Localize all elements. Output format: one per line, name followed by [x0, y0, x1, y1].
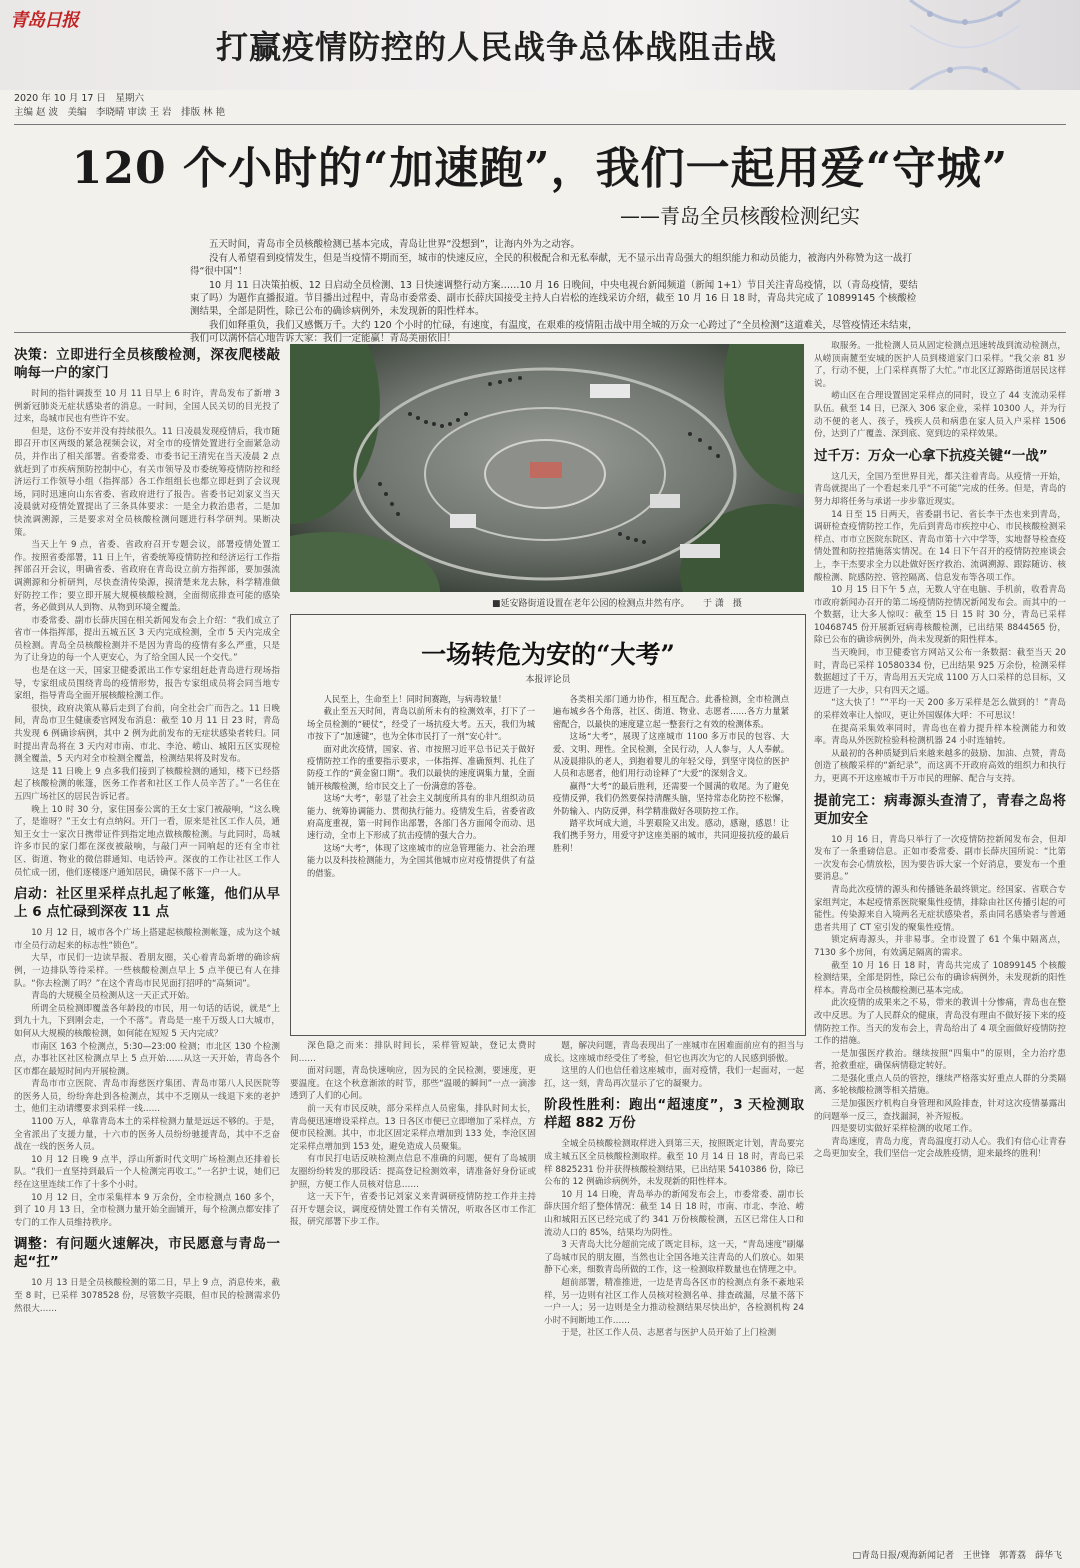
banner-title: 打赢疫情防控的人民战争总体战阻击战 [216, 28, 778, 66]
lead-paragraph: 10 月 11 日决策拍板、12 日启动全员检测、13 日快速调整行动方案……10 月 16 日晚间，中央电视台新闻频道（新闻 1+1）节目关注青岛疫情，以（青岛疫情，要结束了吗）为题作直播报道。节目播出过程中，青岛市委常委、副市长薛庆国接受主持人白岩松的连线采访介绍，截至 10 月 16 日 18 时，青岛共完成了 10899145 个核酸检测结果，全部是阴性，除已公布的确诊病例外，未发现新的阳性样本。 [190, 280, 918, 317]
paragraph: 当天上午 9 点，省委、省政府召开专题会议，部署疫情处置工作。按照省委部署，11 日上午，省委统筹疫情防控和经济运行工作指挥部召开会议，明确省委、省政府在青岛设立前方指挥部，要加强流调溯源和分析研判，尽快查清传染源，摸清楚来龙去脉，科学精准做好防控工作；要立即开展大规模核酸检测，全面彻底排查可能的感染者，务必做到从人到物、从物到环境全覆盖。 [14, 540, 280, 614]
paragraph: 锁定病毒源头，并非易事。全市设置了 61 个集中隔离点，7130 多个房间，有效满足隔离的需求。 [814, 935, 1066, 958]
divider [14, 332, 1066, 333]
section-heading: 阶段性胜利：跑出“超速度”，3 天检测取样超 882 万份 [544, 1097, 804, 1132]
paragraph: 各类相关部门通力协作，相互配合。此番检测，全市检测点遍布城乡各个角落，社区、街道、物业、志愿者……各方力量紧密配合，以最快的速度建立起一整套行之有效的检测体系。 [553, 694, 789, 729]
paragraph: 有市民打电话反映检测点信息不准确的问题，便有了岛城朋友圈纷纷转发的那段话：提高登记检测效率，请准备好身份证或护照，方便工作人员核对信息…… [290, 1154, 536, 1190]
lead-paragraph: 没有人希望看到疫情发生，但是当疫情不期而至，城市的快速反应，全民的积极配合和无私奉献，无不显示出青岛强大的组织能力和动员能力，被海内外称赞为这一战打得“很中国”！ [190, 253, 913, 277]
paragraph: 面对此次疫情，国家、省、市按照习近平总书记关于做好疫情防控工作的重要指示要求，一体指挥、准确预判、扎住了防疫工作的“黄金窗口期”。我们以最快的速度调集力量，全面铺开核酸检测，给市民交上了一份满意的答卷。 [307, 743, 535, 791]
paragraph: 10 月 12 日，城市各个广场上搭建起核酸检测帐篷，成为这个城市全员行动起来的标志性“锁色”。 [14, 928, 280, 951]
paragraph: 于是，社区工作人员、志愿者与医护人员开始了上门检测 [561, 1328, 777, 1339]
paragraph: 这场“大考”，彰显了社会主义制度所具有的非凡组织动员能力、统筹协调能力、贯彻执行能力。疫情发生后，省委省政府高度重视，第一时间作出部署，各部门各方面闻令而动、迅速行动，全市上下形成了抗击疫情的强大合力。 [307, 793, 535, 841]
paragraph: 这是 11 日晚上 9 点多我们接到了核酸检测的通知，楼下已经搭起了核酸检测的帐篷，医务工作者和社区工作人员辛苦了。”一名住在五四广场社区的居民告诉记者。 [14, 766, 280, 802]
paragraph: 所谓全员检测即覆盖各年龄段的市民，用一句话的话说，就是“上到九十九，下到刚会走，一个不落”。青岛是一座千万级人口大城市，如何从大规模的核酸检测，如何能在短短 5 天内完成？ [14, 1003, 280, 1039]
paragraph: 一是加强医疗救治。继续按照“四集中”的原则，全力治疗患者，抢救重症，确保病情稳定转好。 [814, 1048, 1066, 1072]
paragraph: 晚上 10 时 30 分，家住国泰公寓的王女士家门被敲响，“这么晚了，是谁呀？”王女士有点纳闷。开门一看，原来是社区工作人员，通知王女士一家次日携带证件到指定地点做核酸检测。与此同时，岛城许多市民的家门都在深夜被敲响，与敲门声一同响起的还有全市社区、街道、物业的微信群通知、电话铃声。深夜的工作让社区工作人员忙成一团，他们逐楼逐户通知居民，确保不落下一户一人。 [14, 804, 280, 878]
paragraph: 赢得“大考”的最后胜利，还需要一个圆满的收尾。为了避免疫情反弹，我们仍然要保持清醒头脑，坚持常态化防控不松懈，外防输入、内防反弹，科学精准做好各项防控工作。 [553, 780, 789, 816]
plaza-aerial-image [290, 344, 804, 592]
paragraph: 10 月 13 日是全员核酸检测的第二日，早上 9 点，消息传来，截至 8 时，已采样 3078528 份，尽管数字亮眼，但市民的检测需求仍然很大…… [14, 1278, 280, 1314]
lead-paragraph: 我们如释重负，我们又感慨万千。大约 120 个小时的忙碌，有速度，有温度，在艰难的疫情阻击战中用全城的万众一心跨过了“全员检测”这道难关，尽管疫情还未结束，我们可以满怀信心地告诉大家：我们一定能赢！青岛美丽依旧！ [190, 320, 918, 344]
paragraph: 超前部署，精准推进，一边是青岛各区市的检测点有条不紊地采样，另一边则有社区工作人员核对检测名单、排查疏漏，尽量不落下一户一人；另一边则是全力推动检测结果尽快出炉，各检测机构 24 小时不间断地工作…… [544, 1277, 804, 1326]
paragraph: 踏平坎坷成大道，斗罢艰险又出发。感动，感谢，感恩！让我们携手努力，用爱守护这座美丽的城市，共同迎接抗疫的最后胜利！ [553, 818, 789, 853]
paragraph: 青岛此次疫情的源头和传播链条最终锁定。经国家、省联合专家组判定，本起疫情系医院聚集性疫情，排除由社区传播引起的可能性。传染源来自入境两名无症状感染者，系由同名感染者与普通患者共用了 CT 室引发的聚集性疫情。 [814, 884, 1066, 933]
section-heading: 提前完工：病毒源头查清了，青春之岛将更加安全 [814, 792, 1066, 827]
article-column-2 [290, 1040, 536, 1540]
paragraph: 但是，这份不安并没有持续很久。11 日凌晨发现疫情后，我市随即召开市区两级的紧急视频会议，对全市的疫情处置进行全面紧急动员，并作出了相关部署。省委常委、市委书记王清宪在当天凌晨 2 点就赶到了市疾病预防控制中心，有关市领导及市委统筹疫情防控和经济运行工作领导小组（指挥部）各工作组组长也都立即赶到了会议现场，同时迅速向山东省委、省政府进行了报告。省委书记刘家义当天凌晨就对疫情处置提出了三条具体要求：一是全力救治患者，二是加快流调溯源，三是要求对全员核酸检测问题进行科学研判。果断决策。 [14, 426, 280, 538]
photo-caption: ■延安路街道设置在老年公园的检测点井然有序。 于 潇 摄 [492, 599, 742, 609]
aerial-photo [290, 344, 804, 592]
article-column-4 [814, 340, 1066, 1540]
paragraph: 三是加强医疗机构自身管理和风险排查，针对这次疫情暴露出的问题举一反三，查找漏洞，补齐短板。 [814, 1099, 1066, 1122]
paragraph: 这场“大考”，展现了这座城市 1100 多万市民的包容、大爱、文明、理性。全民检测，全民行动，人人参与，人人奉献。从凌晨排队的老人，到抱着婴儿的年轻父母，到坚守岗位的医护人员和志愿者，他们用行动诠释了“大爱”的深刻含义。 [553, 731, 789, 779]
commentary-column-left [307, 693, 535, 1023]
paragraph: 时间的指针调拨至 10 月 11 日早上 6 时许，青岛发布了新增 3 例新冠肺炎无症状感染者的消息。一时间，全国人民关切的目光投了过来，岛城市民也有些许不安。 [14, 389, 280, 425]
commentary-byline: 本报评论员 [525, 675, 571, 685]
section-heading: 调整：有问题火速解决，市民愿意与青岛一起“扛” [14, 1236, 280, 1271]
paragraph: 在提高采集效率同时，青岛也在着力提升样本检测能力和效率。青岛从外医院检验科检测机器 24 小时连轴转。 [814, 723, 1066, 747]
main-headline: 120 个小时的“加速跑”，我们一起用爱“守城” [71, 143, 1009, 194]
paragraph: 人民至上，生命至上！同时间赛跑，与病毒较量！ [323, 694, 507, 704]
commentary-title: 一场转危为安的“大考” [421, 640, 675, 669]
paragraph: 也是在这一天，国家卫健委派出工作专家组赶赴青岛进行现场指导，专家组成员围绕青岛的疫情形势，报告专家组成员将会同当地专家组，指导青岛全面开展核酸检测工作。 [14, 666, 280, 702]
section-heading: 决策：立即进行全员核酸检测，深夜爬楼敲响每一户的家门 [14, 347, 280, 381]
paragraph: 10 月 16 日，青岛只举行了一次疫情防控新闻发布会，但却发布了一条重磅信息。正如市委常委、副市长薛庆国所说：“比第一次发布会心情放松，因为要告诉大家一个好消息，要发布一个重要消息。” [814, 834, 1066, 883]
paragraph: 崂山区在合理设置固定采样点的同时，设立了 44 支流动采样队伍。截至 14 日，已深入 306 家企业，采样 10300 人，并为行动不便的老人、孩子，残疾人员和病患在家人员入户采样 1506 份，达到了广覆盖、深到底、宽到边的采样效果。 [814, 391, 1066, 440]
paragraph: 1100 万人，单靠青岛本土的采样检测力量是远远不够的。于是，全省派出了支援力量，十六市的医务人员纷纷驰援青岛，其中不乏奋战在一线的医务人员。 [14, 1117, 280, 1153]
paragraph: 取服务。一批检测人员从固定检测点迅速转战到流动检测点，从崂顶南麓至安城的医护人员到楼道家门口采样。“我父亲 81 岁了，行动不便，上门采样真帮了大忙。”市北区辽源路街道居民这样说。 [814, 341, 1066, 389]
sub-headline: ——青岛全员核酸检测纪实 [620, 204, 860, 228]
paragraph: 青岛市市立医院、青岛市海慈医疗集团、青岛市第八人民医院等的医务人员，纷纷奔赴到各检测点，其中不乏刚从一线退下来的老护士，他们主动请缨要求到采样一线…… [14, 1079, 280, 1115]
section-heading: 启动：社区里采样点扎起了帐篷，他们从早上 6 点忙碌到深夜 11 点 [14, 886, 280, 921]
paragraph: 当天晚间，市卫健委官方网站又公布一条数据：截至当天 20 时，青岛已采样 10580334 份，已出结果 925 万余份，检测采样数据超过了千万，青岛用五天完成 1100 万人口采样的总目标，又迈进了一大步，只有四天之遥。 [814, 648, 1066, 696]
paragraph: 很快，政府决策从幕后走到了台前，向全社会广而告之。11 日晚间，青岛市卫生健康委官网发布消息：截至 10 月 11 日 23 时，青岛共发现 6 例确诊病例，其中 2 例为此前发布的无症状感染者转归。同时提出青岛将在 3 天内对市南、市北、李沧、崂山、城阳五区实现检测全覆盖，5 天内对全市检测全覆盖，检测结果将及时发布。 [14, 703, 280, 765]
section-heading: 过千万：万众一心拿下抗疫关键“一战” [814, 447, 1048, 464]
paragraph: 题，解决问题，青岛表现出了一座城市在困难面前应有的担当与成长。这座城市经受住了考验，但它也再次为它的人民感到骄傲。 [544, 1041, 804, 1064]
paragraph: 大早，市民们一边读早报、看朋友圈，关心着青岛新增的确诊病例，一边排队等待采样。一些核酸检测点早上 5 点半便已有人在排队。“你去检测了吗？”在这个青岛市民见面打招呼的“高频词”。 [14, 953, 280, 989]
paragraph: 从最初的各种质疑到后来越来越多的鼓励、加油、点赞，青岛创造了核酸采样的“新纪录”，而这离不开政府高效的组织力和执行力，更离不开这座城市千万市民的理解、配合与支持。 [814, 748, 1066, 784]
reporter-credits: □青岛日报/观海新闻记者 王世锋 郭菁荔 薛华飞 [852, 1551, 1062, 1561]
paragraph: 10 月 12 日晚 9 点半，浮山所新时代文明广场检测点还排着长队。“我们一直坚持到最后一个人检测完再收工。”一名护士说，她们已经在这里连续工作了十多个小时。 [14, 1154, 280, 1191]
paragraph: 市南区 163 个检测点，5:30—23:00 检测；市北区 130 个检测点，办事社区社区检测点早上 5 点开始……从这一天开始，青岛各个区市都在最短时间内开展检测。 [14, 1041, 280, 1077]
lead-paragraph: 五天时间，青岛市全员核酸检测已基本完成，青岛让世界“没想到”，让海内外为之动容。 [209, 239, 580, 250]
article-column-3 [544, 1040, 804, 1540]
lead-paragraphs [190, 238, 920, 346]
paragraph: 截止至五天时间，青岛以前所未有的检测效率，打下了一场全员检测的“硬仗”，经受了一场抗疫大考。五天，我们为城市按下了“加速键”，也为全体市民打了一剂“安心针”。 [307, 706, 535, 742]
paragraph: 面对问题，青岛快速响应，因为民的全民检测，要速度，更要温度。在这个秋意渐浓的时节，那些“温暖的瞬间”一点一滴渗透到了人们的心间。 [290, 1066, 536, 1102]
paragraph: 全城全员核酸检测取样进入到第三天，按照既定计划，青岛要完成主城五区全员核酸检测取样。截至 10 月 14 日 18 时，青岛已采样 8825231 份并获得核酸检测结果，已出结果 5410386 份，除已公布的 12 例确诊病例外，未发现新的阳性样本。 [544, 1139, 804, 1188]
paragraph: 市委常委、副市长薛庆国在相关新闻发布会上介绍：“我们成立了省市一体指挥部，提出五城五区 3 天内完成检测，全市 5 天内完成全员检测。青岛全员核酸检测并不是因为青岛的疫情有多么严重，只是为了让身边的每一个人更安心，为了给全国人民一个交代。” [14, 615, 280, 664]
paragraph: 青岛的大规模全员检测从这一天正式开始。 [31, 991, 195, 1002]
issue-meta [14, 92, 225, 120]
article-column-1 [14, 340, 280, 1540]
paragraph: 二是强化重点人员的管控，继续严格落实好重点人群的分类隔离、多轮核酸检测等相关措施。 [814, 1073, 1066, 1097]
commentary-box [290, 614, 806, 1036]
paragraph: 前一天有市民反映，部分采样点人员密集，排队时间太长，青岛便迅速增设采样点。13 日各区市便已立即增加了采样点，方便市民检测。其中，市北区固定采样点增加到 133 处，李沧区固定采样点增加到 153 处，避免造成人员聚集。 [290, 1103, 536, 1152]
divider [14, 124, 1066, 125]
paragraph: 这几天，全国乃至世界目光，都关注着青岛。从疫情一开始，青岛就提出了一个看起来几乎“不可能”完成的任务。但是，青岛的努力却将任务与承诺一步步靠近现实。 [814, 471, 1066, 507]
paragraph: 这场“大考”，体现了这座城市的应急管理能力、社会治理能力以及科技检测能力，为全国其他城市应对疫情提供了有益的借鉴。 [307, 842, 535, 878]
paragraph: 10 月 15 日下午 5 点，无数人守在电脑、手机前，收看青岛市政府新闻办召开的第二场疫情防控情况新闻发布会。而其中的一个数据，让大多人惊叹：截至 15 日 15 时 30 分，青岛已采样 10468745 份开展新冠病毒核酸检测，已出结果 8844565 份，除已公布的确诊病例外，尚未发现新的阳性样本。 [814, 585, 1066, 646]
paragraph: 10 月 12 日，全市采集样本 9 万余份，全市检测点 160 多个，到了 10 月 13 日，全市检测力量开始全面铺开，每个检测点都安排了专门的工作人员维持秩序。 [14, 1192, 280, 1228]
paragraph: 此次疫情的成果来之不易，带来的教训十分惨痛，青岛也在整改中反思。为了人民群众的健康，青岛没有理由不做好接下来的疫情防控工作。当天的发布会上，青岛给出了 4 项全面做好疫情防控工作的措施。 [814, 998, 1066, 1047]
paragraph: 3 天青岛大比分超前完成了既定目标，这一天，“青岛速度”刷爆了岛城市民的朋友圈，当然也让全国各地关注青岛的人们放心。如果静下心来，细数青岛所做的工作，这一检测取样数量也在情理之中。 [544, 1240, 804, 1276]
staff-credits: 主编 赵 波 美编 李晓晴 审读 王 岩 排版 林 艳 [14, 107, 226, 118]
masthead-banner [0, 0, 1080, 90]
paragraph: 四是要切实做好采样检测的收尾工作。 [831, 1124, 978, 1135]
newspaper-logo: 青岛日报 [10, 10, 78, 31]
paragraph: 截至 10 月 16 日 18 时，青岛共完成了 10899145 个核酸检测结果，全部是阴性，除已公布的确诊病例外，未发现新的阳性样本。青岛市全员核酸检测已基本完成。 [814, 960, 1066, 996]
paragraph: 10 月 14 日晚，青岛举办的新闻发布会上，市委常委、副市长薛庆国介绍了整体情况：截至 14 日 18 时，市南、市北、李沧、崂山和城阳五区已经完成了约 341 万份核酸检测，五区已常住人口和流动人口的 85%，结果均为阴性。 [544, 1189, 804, 1238]
paragraph: 深色隐之而来：排队时间长，采样管短缺，登记太费时间…… [290, 1041, 536, 1064]
commentary-column-right [553, 693, 789, 1023]
issue-date: 2020 年 10 月 17 日 星期六 [14, 93, 144, 104]
paragraph: 这一天下午，省委书记刘家义来青调研疫情防控工作并主持召开专题会议，调度疫情处置工作有关情况，听取各区市工作汇报，研究部署下步工作。 [290, 1192, 536, 1228]
paragraph: 青岛速度，青岛力度，青岛温度打动人心。我们有信心让青春之岛更加安全，我们坚信一定会战胜疫情，迎来最终的胜利！ [814, 1136, 1066, 1160]
paragraph: 14 日至 15 日两天，省委副书记、省长李干杰也来到青岛，调研检查疫情防控工作，先后到青岛市疾控中心、市民核酸检测采样点、市市立医院东院区、青岛市第十六中学等，实地督导检查疫情处置和防控措施落实情况。在 14 日下午召开的疫情防控座谈会上，李干杰要求全力以赴做好医疗救治、流调溯源、跟踪随访、核酸检测、院感防控、管控隔离、信息发布等各项工作。 [814, 509, 1066, 583]
paragraph: “这大快了！”“平均一天 200 多万采样是怎么做到的！”青岛的采样效率让人惊叹，更让外国媒体大呼：不可思议！ [814, 698, 1066, 722]
paragraph: 这里的人们也信任着这座城市，面对疫情，我们一起面对，一起扛，这一刻，青岛再次显示了它的凝聚力。 [544, 1066, 804, 1089]
dna-helix-icon [890, 0, 1040, 90]
